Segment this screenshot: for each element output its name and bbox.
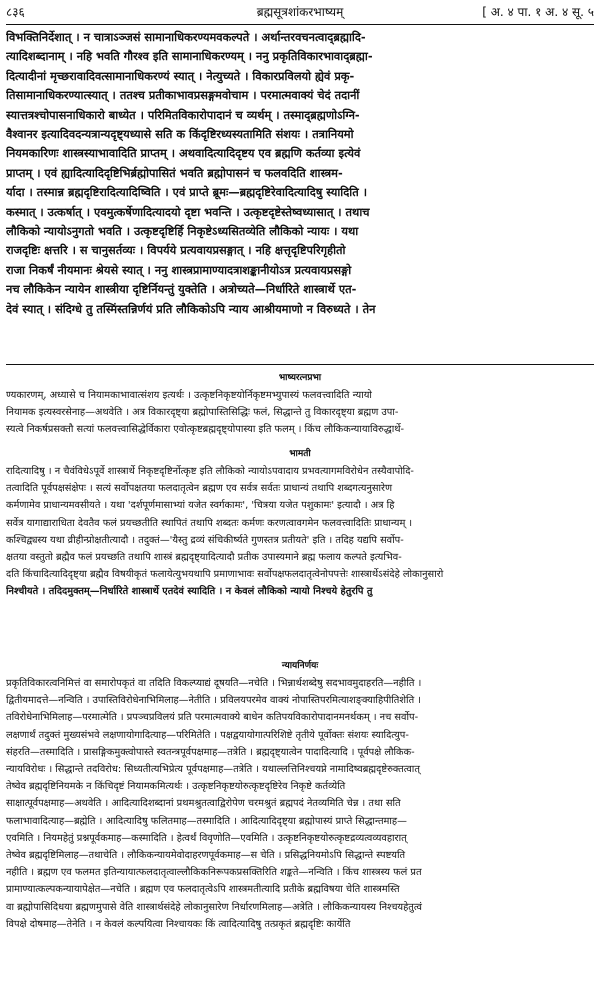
section-line: तविरोधेनाभिमिलाह—परमात्मेति । प्रपञ्चप्रविलयं प्रति परमात्मवाक्ये बाधेन कतिपयविकारोपादानमनर्थकम् । नच सर्वोप- (6, 712, 419, 724)
section-line: साक्षात्पूर्वपक्षमाह—अथवेति । आदित्यादिशब्दानां प्रथमश्रुतत्वाद्विरोपेण चरमश्रुतं ब्रह्मपदं नेतव्यमिति चेन्न । तथा सति (6, 798, 401, 810)
section-line: स्यत्वे निकर्षप्रसक्तौ सत्यां फलवत्त्वासिद्धेर्विकारा एवोत्कृष्टब्रह्मदृष्ट्योपास्या इति फलम् । किंच लौकिकन्यायाविरुद्धार्थे- (6, 424, 405, 436)
section-heading: भाष्यरत्नप्रभा (278, 373, 322, 383)
section-line: नहीति । ब्रह्मण एव फलमत इतिन्यायात्फलदातृत्वाल्लौकिकनिरूपकप्रसक्तिरिति शङ्कते—नन्विति । किंच शास्त्रस्य फलं प्रत (6, 867, 422, 879)
section-line: द्वितीयमादत्ते—नन्विति । उपास्तिविरोधेनाभिमिलाह—नेतीति । प्रविलयपरमेव वाक्यं नोपास्तिपरमित्याशङ्क्याहिपीतिशेति । (6, 695, 421, 707)
section-rule (6, 364, 594, 365)
section-line: एवमिति । नियमहेतुं प्रश्नपूर्वकमाह—कस्मादिति । हेत्वर्थं विवृणोति—एवमिति । उत्कृष्टनिकृष्टयोरुत्कृष्टद्रव्यत्वव्यवहारात् (6, 832, 407, 844)
section-line: कश्चिद्व्यस्य यथा व्रीहीन्प्रोक्षतीत्यादौ । तदुक्तं—'यैस्तु द्रव्यं संचिकीर्ष्यते गुणस्तत्र प्रतीयते' इति । तदिह यद्यपि सर्वोप- (6, 534, 404, 546)
section-line: वा ब्रह्मोपासिदिधया ब्रह्मणमुपासे वेति शास्त्रार्थसंदेहे लोकानुसारेण निर्धारणमिलाह—अत्रेति । लौकिकन्यायस्य निश्चयहेतुत्वं (6, 901, 422, 913)
main-line: राजदृष्टिः क्षत्तरि । स चानुसर्तव्यः । विपर्यये प्रत्यवायप्रसङ्गात् । नहि क्षत्तृदृष्टिपरिगृहीतो (6, 243, 346, 258)
main-line: वैश्वानर इत्यादिवदन्यत्रान्यदृष्ट्यध्यासे सति क किंदृष्टिरध्यस्यतामिति संशयः । तत्रानियमो (6, 127, 354, 142)
section-line: संहरति—तस्मादिति । प्रासङ्गिकमुक्त्वोपास्ते स्वतन्त्रपूर्वपक्षमाह—तत्रेति । ब्रह्मदृष्ट्यात्वेन पादादित्यादि । पूर्वपक्षे लौकिक- (6, 746, 415, 758)
section-line: दति किंचादित्यादिदृष्ट्या ब्रह्मैव विषयीकृतं फलायेत्युभयथापि प्रमाणाभावः सर्वोपक्षफलदातृत्वेनोपपत्तेः शास्त्रार्थेऽसंदेहे लोकानुसारो (6, 569, 444, 581)
header-rule (6, 24, 594, 25)
section-line: लक्षणार्थं तदुक्तं मुख्यसंभवे लक्षणायोगादित्याह—परिमितेति । पक्षद्वयायोगात्परिशिष्टे तृतीये पूर्वोक्तः संशयः स्यादित्युप- (6, 729, 409, 741)
section-line: विपक्षे दोषमाह—तेनेति । न केवलं कल्पयित्वा निश्चायकः किं त्वादित्यादिषु तत्प्रकृतं ब्रह्मदृष्टिः कार्येति (6, 918, 351, 930)
main-line: कस्मात् । उत्कर्षात् । एवमुत्कर्षेणादित्यादयो दृष्टा भवन्ति । उत्कृष्टदृष्टेस्तेष्वध्यासात् । तथाच (6, 204, 370, 219)
section-line: सर्वेत्र यागाद्याराधिता देवतैव फलं प्रयच्छतीति स्थापितं तथापि शब्दतः कर्मणः करणत्वावगमेन फलवत्त्वादितिः प्राधान्यम् । (6, 517, 413, 529)
section-line: प्रकृतिविकारत्वनिमित्तं वा समारोपकृतं वा तदिति विकल्प्याद्यं दूषयति—नचेति । भिन्नार्थशब्देषु सदभावमुदाहरति—नहीति । (6, 678, 422, 689)
running-title: ब्रह्मसूत्रशांकरभाष्यम् (256, 5, 344, 19)
section-line: न्यायविरोधः । सिद्धान्ते तदविरोध: सिध्यतीत्यभिप्रेत्य पूर्वपक्षमाह—तत्रेति । यथाल्लत्तिनिश्चयप्ने नामादिष्वब्रह्मदृष्टेरुक्तत्वात् (6, 764, 420, 776)
main-line: स्यात्तत्रश्चोपासनाधिकारो बाध्येत । परिमितविकारोपादानं च व्यर्थम् । तस्माद्ब्रह्मणोऽग्नि- (6, 107, 360, 122)
section-line: तत्वादिति पूर्वपक्षसंक्षेपः । सत्यं सर्वोपक्षतया फलदातृत्वेन ब्रह्मण एव सर्वत्र सर्वतः प्राधान्यं तथापि शब्दगत्यनुसारेण (6, 483, 393, 495)
section-ratnaprabha (6, 370, 594, 442)
main-commentary (6, 28, 594, 358)
section-line: तेष्वेव ब्रह्मदृष्टिमिलाह—तथाचेति । लौकिकन्यायमेवोदाहरणपूर्वकमाह—स चेति । प्रसिद्धनियमोऽपि सिद्धान्ते स्पष्टयति (6, 850, 406, 862)
section-heading: भामती (289, 449, 311, 459)
section-line: नियामक इत्यस्वरसेनाह—अथवेति । अत्र विकारदृष्ट्या ब्रह्मोपास्तिसिद्धिः फलं, सिद्धान्ते तु विकारदृष्ट्या ब्रह्मण उपा- (6, 407, 399, 419)
section-bhamati (6, 446, 594, 654)
main-line: राजा निकर्षं नीयमानः श्रेयसे स्यात् । ननु शास्त्रप्रामाण्यादत्राशङ्कानीयोऽत्र प्रत्यवायप्रसङ्गो (6, 262, 352, 277)
main-line: तिसामानाधिकरण्यात्स्यात् । ततश्च प्रतीकाभावप्रसङ्गमवोचाम । परमात्मवाक्यं चेदं तदानीं (6, 88, 360, 103)
main-line: देवं स्यात् । संदिग्धे तु तस्मिंस्तन्निर्णयं प्रति लौकिकोऽपि न्याय आश्रीयमाणो न विरुध्यते । तेन (6, 301, 376, 316)
main-line: नच लौकिकेन न्यायेन शास्त्रीया दृष्टिर्नियन्तुं युक्तेति । अत्रोच्यते—निर्धारिते शास्त्रार्थे एत- (6, 282, 357, 297)
page-header (6, 2, 594, 22)
page-number: ८३६ (6, 5, 25, 19)
section-line: कर्मणामेव प्राधान्यमवसीयते । यथा 'दर्शपूर्णमासाभ्यां यजेत स्वर्गकामः', 'चित्रया यजेत पशुकामः' इत्यादौ । अत्र हि (6, 500, 395, 512)
section-line: क्षतया वस्तुतो ब्रह्मैव फलं प्रयच्छति तथापि शास्त्रं ब्रह्मदृष्ट्यादित्यादौ प्रतीक उपास्यमाने ब्रह्म फलाय कल्पते इत्यभिव- (6, 552, 402, 564)
main-line: र्यादा । तस्मान्न ब्रह्मदृष्टिरादित्यादिष्विति । एवं प्राप्ते ब्रूमः—ब्रह्मदृष्टिरेवादित्यादिषु स्यादिति । (6, 185, 368, 200)
main-line: नियमकारिणः शास्त्रस्याभावादिति प्राप्तम् । अथवादित्यादिदृष्टय एव ब्रह्मणि कर्तव्या इत्येवं (6, 146, 361, 161)
section-line: प्रामाण्यात्कल्पकन्यायापेक्षेत—नचेति । ब्रह्मण एव फलदातृत्वेऽपि शास्त्रमतीत्यादि प्रतीके ब्रह्मविषया चेति शास्त्रमस्ति (6, 884, 400, 896)
section-line: तेष्वेव ब्रह्मदृष्टिनियमके न किंचिदृष्टं नियामकमित्यर्थः । उत्कृष्टनिकृष्टयोरुत्कृष्टदृष्टिरेव निकृष्टे कर्तव्येति (6, 781, 346, 793)
main-line: त्यादिशब्दानाम् । नहि भवति गौरश्व इति सामानाधिकरण्यम् । ननु प्रकृतिविकारभावाद्ब्रह्मा- (6, 49, 373, 64)
section-line: निश्चीयते । तदिदमुक्तम्—निर्धारिते शास्त्रार्थे एतदेवं स्यादिति । न केवलं लौकिको न्यायो निश्चये हेतुरपि तु (6, 586, 373, 598)
section-nyayanirnaya (6, 658, 594, 998)
main-line: दित्यादीनां मृच्छरावादिवत्सामानाधिकरण्यं स्यात् । नेत्युच्यते । विकारप्रविलयो ह्येवं प्रकृ- (6, 68, 355, 83)
section-reference: [ अ. ४ पा. १ अ. ४ सू. ५ (482, 5, 594, 19)
section-line: ण्यकारणम्, अध्यासे च नियामकाभावात्संशय इत्यर्थः । उत्कृष्टनिकृष्टयोर्निकृष्टमभ्युपास्यं फलवत्त्वादिति न्यायो (6, 390, 372, 401)
section-line: फलाभावादित्याह—ब्रह्मेति । आदित्यादिषु फलितमाह—तस्मादिति । आदित्यादिदृष्ट्या ब्रह्मोपास्यं प्राप्ते सिद्धान्तमाह— (6, 815, 407, 827)
main-line: प्राप्तम् । एवं ह्यादित्यादिदृष्टिभिर्ब्रह्मोपासितं भवति ब्रह्मोपासनं च फलवदिति शास्त्रम- (6, 165, 343, 180)
main-line: लौकिको न्यायोऽनुगतो भवति । उत्कृष्टदृष्टिर्हि निकृष्टेऽध्यसितव्येति लौकिको न्यायः । यथा (6, 224, 359, 239)
section-heading: न्यायनिर्णयः (281, 661, 319, 671)
section-line: रादित्यादिषु । न चैवंविधेऽपूर्वे शास्त्रार्थे निकृष्टदृष्टिर्नोत्कृष्ट इति लौकिको न्यायोऽपवादाय प्रभवत्यागमविरोधेन तस्यैवापोदि- (6, 466, 414, 477)
main-line: विभक्तिनिर्देशात् । न चात्राऽञ्जसं सामानाधिकरण्यमवकल्पते । अर्थान्तरवचनत्वाद्ब्रह्मादि- (6, 30, 366, 44)
